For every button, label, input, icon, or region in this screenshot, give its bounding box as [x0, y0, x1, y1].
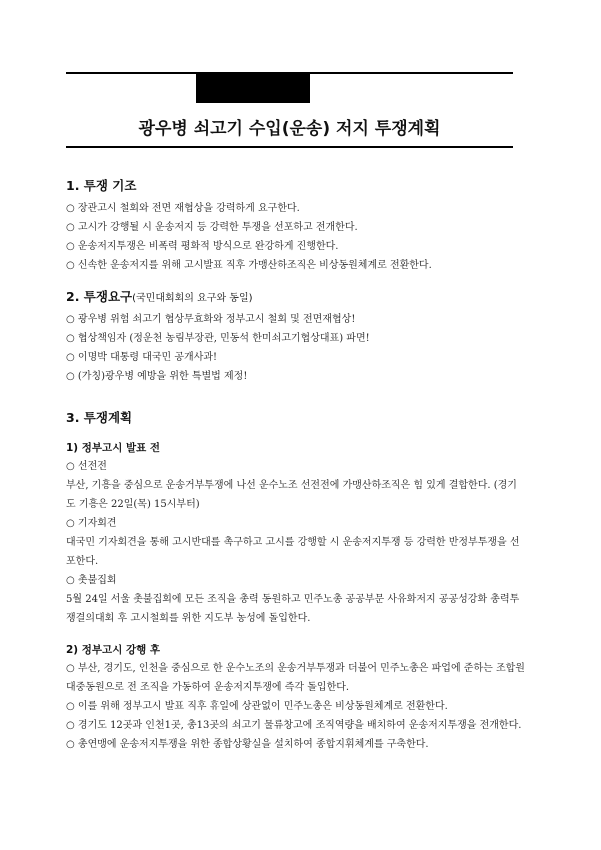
- subsection-1-heading: 1) 정부고시 발표 전: [66, 442, 161, 454]
- section-1-item: ○ 장관고시 철회와 전면 재협상을 강력하게 요구한다.: [66, 203, 300, 214]
- bottom-rule: [66, 146, 513, 148]
- subsection-2-item: ○ 총연맹에 운송저지투쟁을 위한 종합상황실을 설치하여 종합지휘체계를 구축한다.: [66, 739, 429, 750]
- subsection-2-heading: 2) 정부고시 강행 후: [66, 644, 161, 656]
- page-title: 광우병 쇠고기 수입(운송) 저지 투쟁계획: [138, 119, 441, 139]
- section-1-item: ○ 고시가 강행될 시 운송저지 등 강력한 투쟁을 선포하고 전개한다.: [66, 222, 358, 233]
- section-2-item: ○ 협상책임자 (정운천 농림부장관, 민동석 한미쇠고기협상대표) 파면!: [66, 333, 370, 344]
- section-2-item: ○ 광우병 위험 쇠고기 협상무효화와 정부고시 철회 및 전면재협상!: [66, 314, 356, 325]
- section-2-item: ○ 이명박 대통령 대국민 공개사과!: [66, 352, 218, 363]
- block-label: ○ 선전전: [66, 461, 107, 472]
- document-body: [66, 176, 526, 754]
- subsection-2-item: ○ 부산, 경기도, 인천을 중심으로 한 운수노조의 운송거부투쟁과 더불어 민주노총은 파업에 준하는 조합원대중동원으로 전 조직을 가동하여 운송저지투쟁에 즉각 돌입한다.: [66, 663, 525, 693]
- section-1-item: ○ 신속한 운송저지를 위해 고시발표 직후 가맹산하조직은 비상동원체계로 전환한다.: [66, 260, 432, 271]
- block-label: ○ 촛불집회: [66, 575, 117, 586]
- section-2-heading: [66, 287, 526, 305]
- section-2-heading-sub: (국민대회회의 요구와 동일): [132, 293, 253, 304]
- redaction-block: [196, 74, 310, 103]
- section-2-item: ○ (가칭)광우병 예방을 위한 특별법 제정!: [66, 371, 248, 382]
- block-text: 부산, 기흥을 중심으로 운송거부투쟁에 나선 운수노조 선전전에 가맹산하조직은 힘 있게 결합한다. (경기도 기흥은 22일(목) 15시부터): [66, 480, 517, 510]
- subsection-2-item: ○ 이를 위해 정부고시 발표 직후 휴일에 상관없이 민주노총은 비상동원체계로 전환한다.: [66, 701, 448, 712]
- section-1-heading: 1. 투쟁 기조: [66, 178, 137, 193]
- section-2-heading-text: 2. 투쟁요구: [66, 289, 133, 304]
- subsection-2-item: ○ 경기도 12곳과 인천1곳, 총13곳의 쇠고기 물류창고에 조직역량을 배치하여 운송저지투쟁을 전개한다.: [66, 720, 522, 731]
- block-text: 5월 24일 서울 촛불집회에 모든 조직을 총력 동원하고 민주노총 공공부문 사유화저지 공공성강화 총력투쟁결의대회 후 고시철회를 위한 지도부 농성에 돌입한다.: [66, 594, 520, 624]
- section-3-heading: 3. 투쟁계획: [66, 410, 133, 425]
- block-text: 대국민 기자회견을 통해 고시반대를 촉구하고 고시를 강행할 시 운송저지투쟁 등 강력한 반정부투쟁을 선포한다.: [66, 537, 520, 567]
- section-1-item: ○ 운송저지투쟁은 비폭력 평화적 방식으로 완강하게 진행한다.: [66, 241, 339, 252]
- block-label: ○ 기자회견: [66, 518, 117, 529]
